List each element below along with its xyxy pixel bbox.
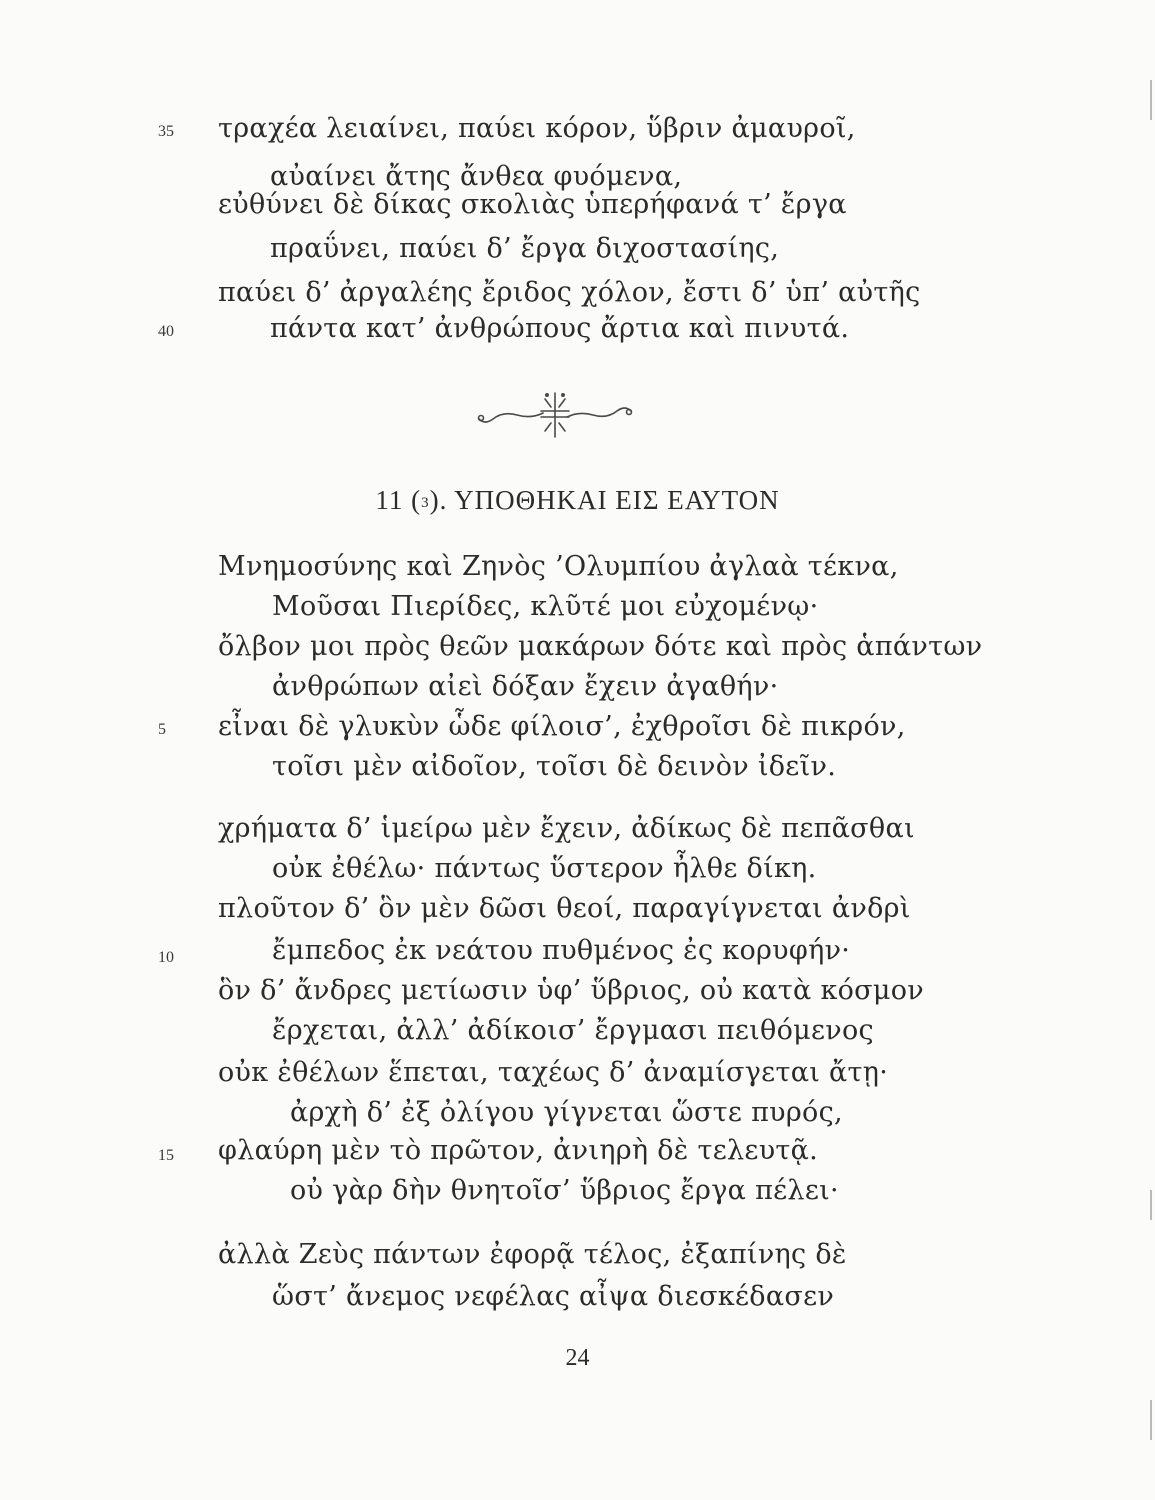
verse-line: Μνημοσύνης καὶ Ζηνὸς ’Ολυμπίου ἀγλαὰ τέκνα, — [218, 551, 899, 582]
footnote-marker: 3 — [421, 495, 430, 511]
verse-line: αὐαίνει ἄτης ἄνθεα φυόμενα, — [270, 161, 683, 192]
ornament-icon — [475, 385, 635, 445]
line-number-15: 15 — [158, 1147, 174, 1164]
verse-line: ἀνθρώπων αἰεὶ δόξαν ἔχειν ἀγαθήν· — [272, 671, 779, 702]
verse-line: ὄλβον μοι πρὸς θεῶν μακάρων δότε καὶ πρὸς ἁπάντων — [218, 631, 983, 662]
verse-line: εὐθύνει δὲ δίκας σκολιὰς ὑπερήφανά τ’ ἔργα — [218, 189, 847, 220]
verse-line: οὐκ ἐθέλων ἕπεται, ταχέως δ’ ἀναμίσγεται ἄτῃ· — [218, 1057, 889, 1088]
poem-heading — [0, 485, 1155, 516]
verse-line: πραΰνει, παύει δ’ ἔργα διχοστασίης, — [270, 233, 780, 264]
verse-line: εἶναι δὲ γλυκὺν ὧδε φίλοισ’, ἐχθροῖσι δὲ πικρόν, — [218, 711, 906, 742]
verse-line: παύει δ’ ἀργαλέης ἔριδος χόλον, ἔστι δ’ ὑπ’ αὐτῆς — [218, 277, 921, 308]
verse-line: οὐ γὰρ δὴν θνητοῖσ’ ὕβριος ἔργα πέλει· — [290, 1175, 839, 1206]
verse-line: χρήματα δ’ ἱμείρω μὲν ἔχειν, ἀδίκως δὲ πεπᾶσθαι — [218, 813, 915, 844]
page-number: 24 — [565, 1345, 590, 1371]
verse-line: φλαύρη μὲν τὸ πρῶτον, ἀνιηρὴ δὲ τελευτᾷ. — [218, 1135, 819, 1166]
verse-line: Μοῦσαι Πιερίδες, κλῦτέ μοι εὐχομένῳ· — [272, 591, 819, 622]
line-number-10: 10 — [158, 949, 174, 966]
verse-line: ἀλλὰ Ζεὺς πάντων ἐφορᾷ τέλος, ἐξαπίνης δὲ — [218, 1239, 847, 1270]
line-number-5: 5 — [158, 721, 166, 738]
poem-title: ΥΠΟΘΗΚΑΙ ΕΙΣ ΕΑΥΤΟΝ — [454, 485, 780, 515]
verse-line: τοῖσι μὲν αἰδοῖον, τοῖσι δὲ δεινὸν ἰδεῖν. — [272, 751, 837, 782]
scan-edge-mark — [1150, 1190, 1152, 1220]
note-paren-open: ( — [411, 485, 422, 515]
line-number-35: 35 — [158, 123, 174, 140]
scan-edge-mark — [1150, 80, 1152, 120]
verse-line: πλοῦτον δ’ ὃν μὲν δῶσι θεοί, παραγίγνεται ἀνδρὶ — [218, 893, 911, 924]
scan-edge-mark — [1150, 1400, 1152, 1440]
verse-line: ὃν δ’ ἄνδρες μετίωσιν ὑφ’ ὕβριος, οὐ κατὰ κόσμον — [218, 975, 925, 1006]
verse-line: οὐκ ἐθέλω· πάντως ὕστερον ἦλθε δίκη. — [272, 853, 817, 884]
verse-line: τραχέα λειαίνει, παύει κόρον, ὕβριν ἀμαυροῖ, — [218, 113, 856, 144]
poem-number: 11 — [375, 485, 404, 515]
verse-line: ἔμπεδος ἐκ νεάτου πυθμένος ἐς κορυφήν· — [272, 935, 851, 966]
verse-line: ὥστ’ ἄνεμος νεφέλας αἶψα διεσκέδασεν — [272, 1281, 835, 1312]
note-paren-close: ). — [429, 485, 448, 515]
verse-line: πάντα κατ’ ἀνθρώπους ἄρτια καὶ πινυτά. — [270, 313, 850, 344]
verse-line: ἀρχὴ δ’ ἐξ ὀλίγου γίγνεται ὥστε πυρός, — [290, 1097, 843, 1128]
verse-line: ἔρχεται, ἀλλ’ ἀδίκοισ’ ἔργμασι πειθόμενος — [272, 1015, 874, 1046]
line-number-40: 40 — [158, 323, 174, 340]
